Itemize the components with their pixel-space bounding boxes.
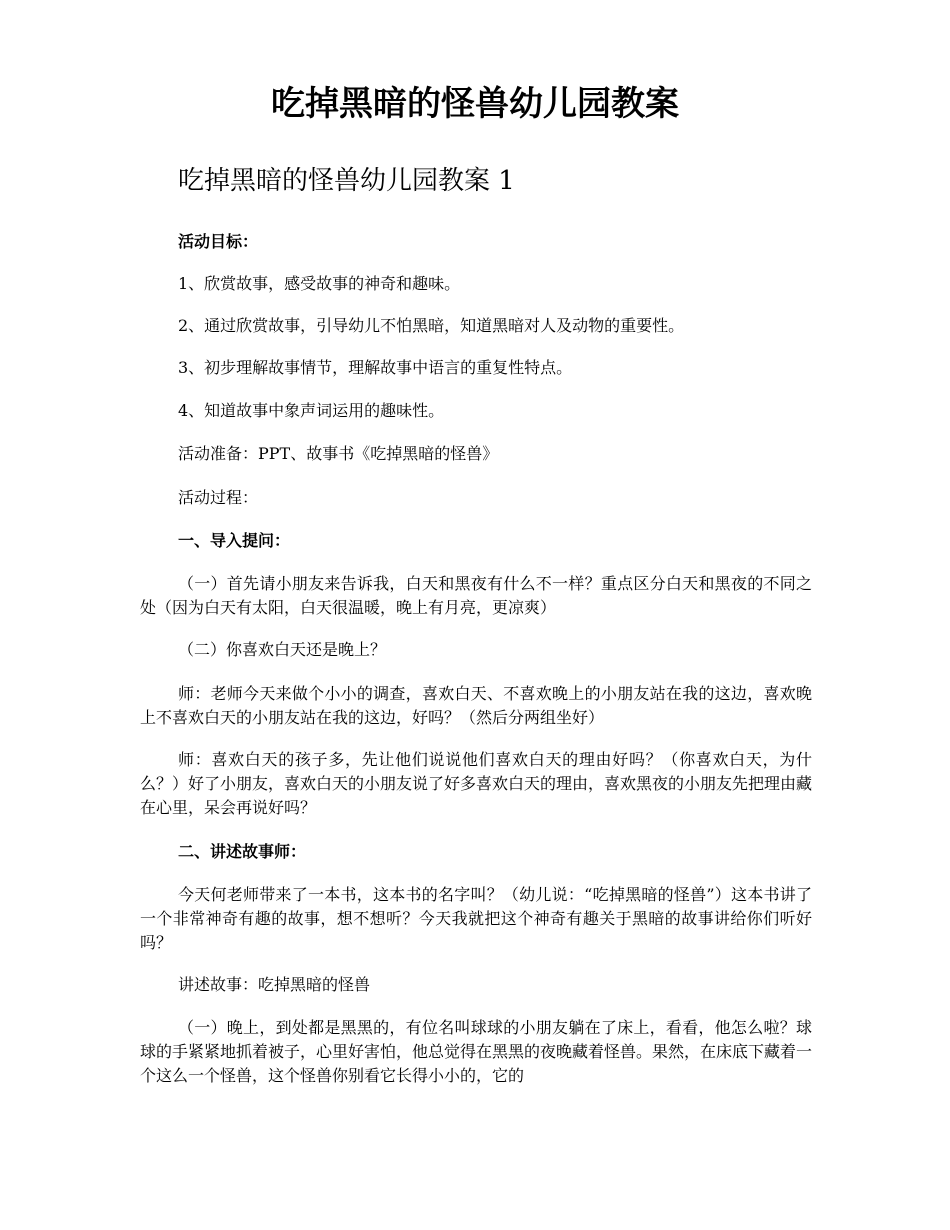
paragraph: （一）首先请小朋友来告诉我，白天和黑夜有什么不一样？重点区分白天和黑夜的不同之处（因为白天有太阳，白天很温暖，晚上有月亮，更凉爽）: [140, 574, 812, 617]
preparation-text: 活动准备：PPT、故事书《吃掉黑暗的怪兽》: [178, 444, 499, 463]
part1-heading: 一、导入提问：: [178, 531, 291, 550]
part2-heading: 二、讲述故事师：: [178, 842, 307, 861]
section-title: 吃掉黑暗的怪兽幼儿园教案 1: [178, 166, 515, 196]
goal-item: 4、知道故事中象声词运用的趣味性。: [178, 401, 445, 420]
paragraph: 师：喜欢白天的孩子多，先让他们说说他们喜欢白天的理由好吗？（你喜欢白天，为什么？）好了小朋友，喜欢白天的小朋友说了好多喜欢白天的理由，喜欢黑夜的小朋友先把理由藏在心里，呆会再说好吗？: [140, 750, 813, 817]
goal-item: 1、欣赏故事，感受故事的神奇和趣味。: [178, 274, 461, 293]
paragraph: 讲述故事：吃掉黑暗的怪兽: [178, 975, 371, 994]
goal-item: 3、初步理解故事情节，理解故事中语言的重复性特点。: [178, 358, 573, 377]
document-title: 吃掉黑暗的怪兽幼儿园教案: [271, 84, 679, 124]
paragraph: （二）你喜欢白天还是晚上？: [178, 640, 387, 659]
paragraph: 今天何老师带来了一本书，这本书的名字叫？（幼儿说：“吃掉黑暗的怪兽”）这本书讲了一个非常神奇有趣的故事，想不想听？今天我就把这个神奇有趣关于黑暗的故事讲给你们听好吗？: [140, 885, 812, 952]
paragraph: （一）晚上，到处都是黑黑的，有位名叫球球的小朋友躺在了床上，看看，他怎么啦？球球的手紧紧地抓着被子，心里好害怕，他总觉得在黑黑的夜晚藏着怪兽。果然，在床底下藏着一个这么一个怪兽，这个怪兽你别看它长得小小的，它的: [140, 1018, 813, 1085]
paragraph: 师：老师今天来做个小小的调查，喜欢白天、不喜欢晚上的小朋友站在我的这边，喜欢晚上不喜欢白天的小朋友站在我的这边，好吗？（然后分两组坐好）: [140, 684, 812, 727]
goals-heading: 活动目标：: [178, 232, 259, 251]
goal-item: 2、通过欣赏故事，引导幼儿不怕黑暗，知道黑暗对人及动物的重要性。: [178, 316, 685, 335]
process-heading: 活动过程：: [178, 488, 259, 507]
